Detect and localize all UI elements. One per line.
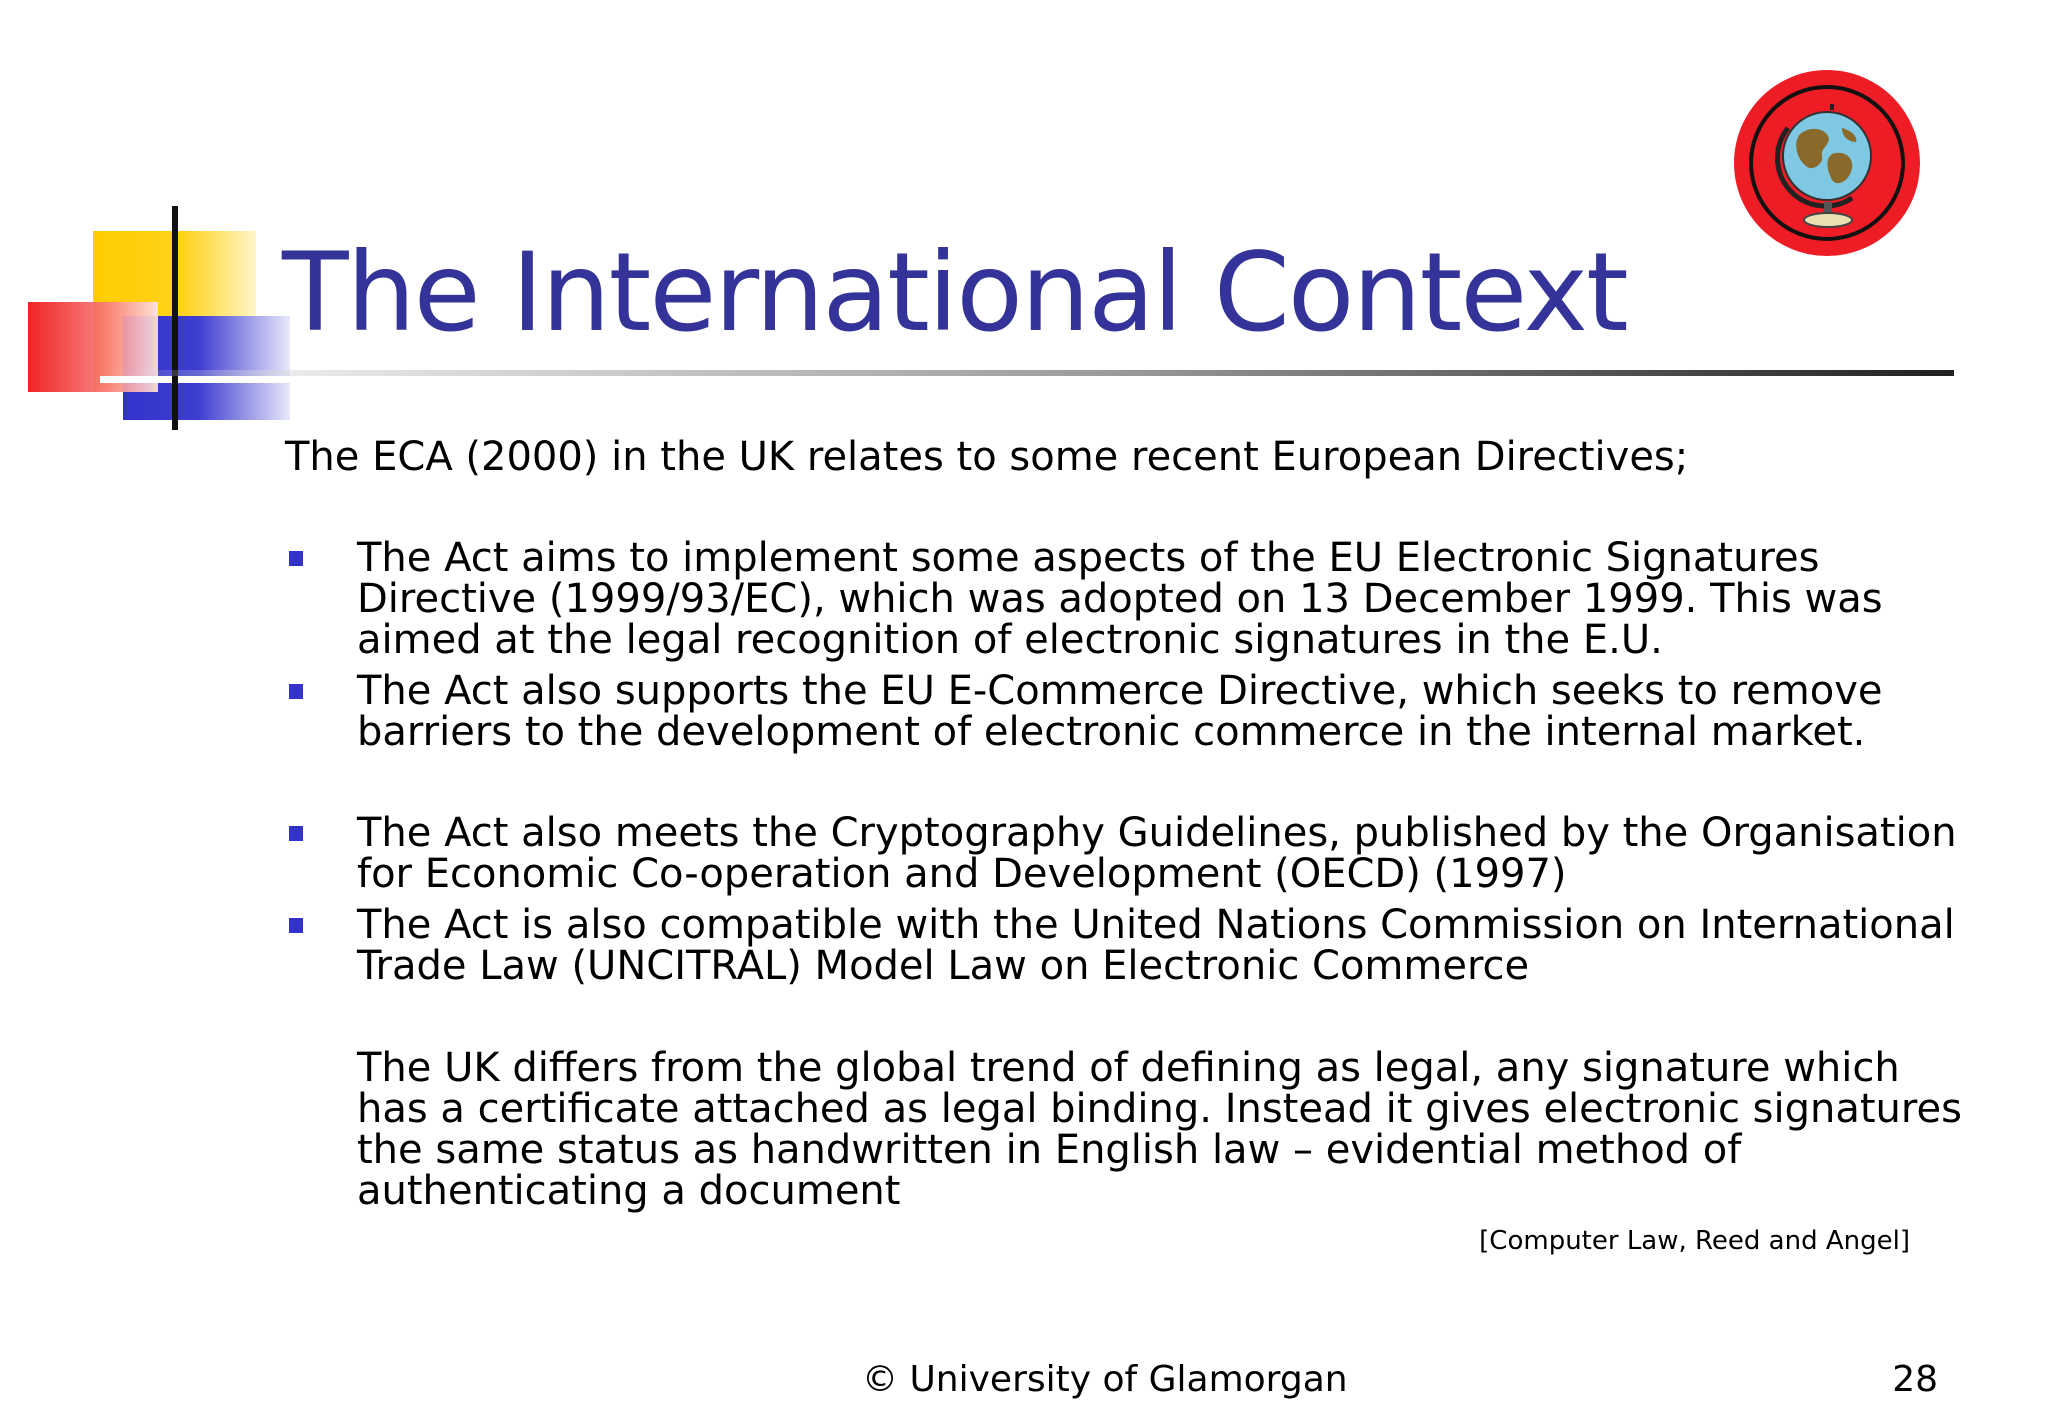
bullet-text: The Act also supports the EU E-Commerce Directive, which seeks to remove barriers to the development of electronic commerce in the internal market.: [357, 668, 1883, 755]
title-divider: [100, 370, 1954, 376]
bullet-text: The Act aims to implement some aspects of the EU Electronic Signatures Directive (1999/93/EC), which was adopted on 13 December 1999. This was aimed at the legal recognition of electronic signatures in the E.U.: [357, 535, 1883, 663]
bullet-text: The Act also meets the Cryptography Guidelines, published by the Organisation for Economic Co-operation and Development (OECD) (1997): [357, 810, 1957, 897]
intro-text: The ECA (2000) in the UK relates to some recent European Directives;: [285, 434, 1689, 480]
page-number: 28: [1892, 1359, 1938, 1400]
bullet-square-icon: [289, 826, 303, 841]
slide-title: The International Context: [282, 229, 1627, 356]
list-item: [285, 668, 1985, 755]
bullet-list: [285, 535, 1985, 989]
list-item: [285, 902, 1985, 989]
list-item: [285, 535, 1985, 663]
globe-icon: [1732, 68, 1922, 258]
footer-copyright: © University of Glamorgan: [862, 1359, 1348, 1400]
citation: [Computer Law, Reed and Angel]: [1479, 1226, 1910, 1256]
bullet-square-icon: [289, 918, 303, 933]
list-item: [285, 810, 1985, 897]
bullet-square-icon: [289, 551, 303, 566]
body-paragraph: The UK differs from the global trend of defining as legal, any signature which has a certificate attached as legal binding. Instead it gives electronic signatures the same status as handwritten in English law – evidential method of authenticating a document: [357, 1045, 1962, 1214]
bullet-square-icon: [289, 684, 303, 699]
bullet-text: The Act is also compatible with the United Nations Commission on International Trade Law (UNCITRAL) Model Law on Electronic Commerce: [357, 902, 1955, 989]
